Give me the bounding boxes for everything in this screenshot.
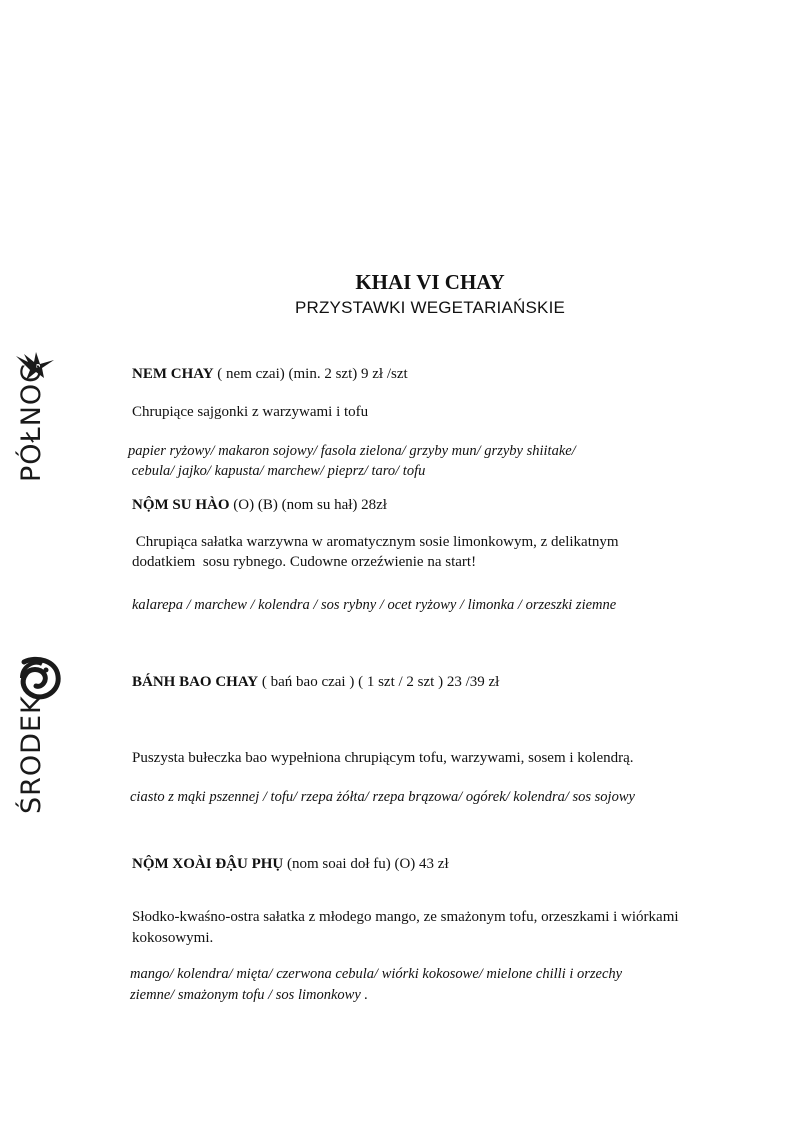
dish-details: (nom soai doł fu) (O) 43 zł	[283, 856, 449, 872]
dish-name: NỘM SU HÀO	[132, 497, 230, 513]
dish-description: dodatkiem sosu rybnego. Cudowne orzeźwienie na start!	[132, 554, 477, 570]
dish-details: (O) (B) (nom su hał) 28zł	[229, 497, 387, 513]
dish-ingredients: kalarepa / marchew / kolendra / sos rybny / ocet ryżowy / limonka / orzeszki ziemne	[132, 597, 617, 613]
dish-ingredients: ciasto z mąki pszennej / tofu/ rzepa żółta/ rzepa brązowa/ ogórek/ kolendra/ sos sojowy	[130, 789, 635, 805]
dish-title	[132, 856, 449, 873]
dish-name: NỘM XOÀI ĐẬU PHỤ	[132, 856, 284, 872]
dish-details: ( nem czai) (min. 2 szt) 9 zł /szt	[213, 366, 408, 382]
page-subtitle: PRZYSTAWKI WEGETARIAŃSKIE	[294, 298, 566, 317]
side-label-middle: ŚRODEK	[16, 695, 47, 814]
dish-title	[132, 674, 499, 691]
dish-ingredients: mango/ kolendra/ mięta/ czerwona cebula/ wiórki kokosowe/ mielone chilli i orzechy	[130, 966, 623, 982]
dish-description: Słodko-kwaśno-ostra sałatka z młodego mango, ze smażonym tofu, orzeszkami i wiórkami	[132, 909, 679, 925]
dish-ingredients: ziemne/ smażonym tofu / sos limonkowy .	[130, 987, 369, 1003]
dish-name: NEM CHAY	[132, 366, 214, 382]
dish-ingredients: cebula/ jajko/ kapusta/ marchew/ pieprz/ taro/ tofu	[128, 463, 426, 479]
dish-description: kokosowymi.	[132, 930, 214, 946]
dish-description: Puszysta bułeczka bao wypełniona chrupiącym tofu, warzywami, sosem i kolendrą.	[132, 750, 634, 766]
side-label-north: PÓŁNOC	[16, 362, 47, 482]
dish-description: Chrupiąca sałatka warzywna w aromatycznym sosie limonkowym, z delikatnym	[132, 534, 619, 550]
dish-name: BÁNH BAO CHAY	[132, 674, 259, 690]
page-title: KHAI VI CHAY	[355, 270, 505, 294]
dish-details: ( bań bao czai ) ( 1 szt / 2 szt ) 23 /39 zł	[258, 674, 500, 690]
dish-title	[132, 497, 387, 514]
dish-ingredients: papier ryżowy/ makaron sojowy/ fasola zielona/ grzyby mun/ grzyby shiitake/	[128, 443, 576, 459]
dish-title	[132, 366, 408, 383]
dish-description: Chrupiące sajgonki z warzywami i tofu	[132, 404, 369, 420]
